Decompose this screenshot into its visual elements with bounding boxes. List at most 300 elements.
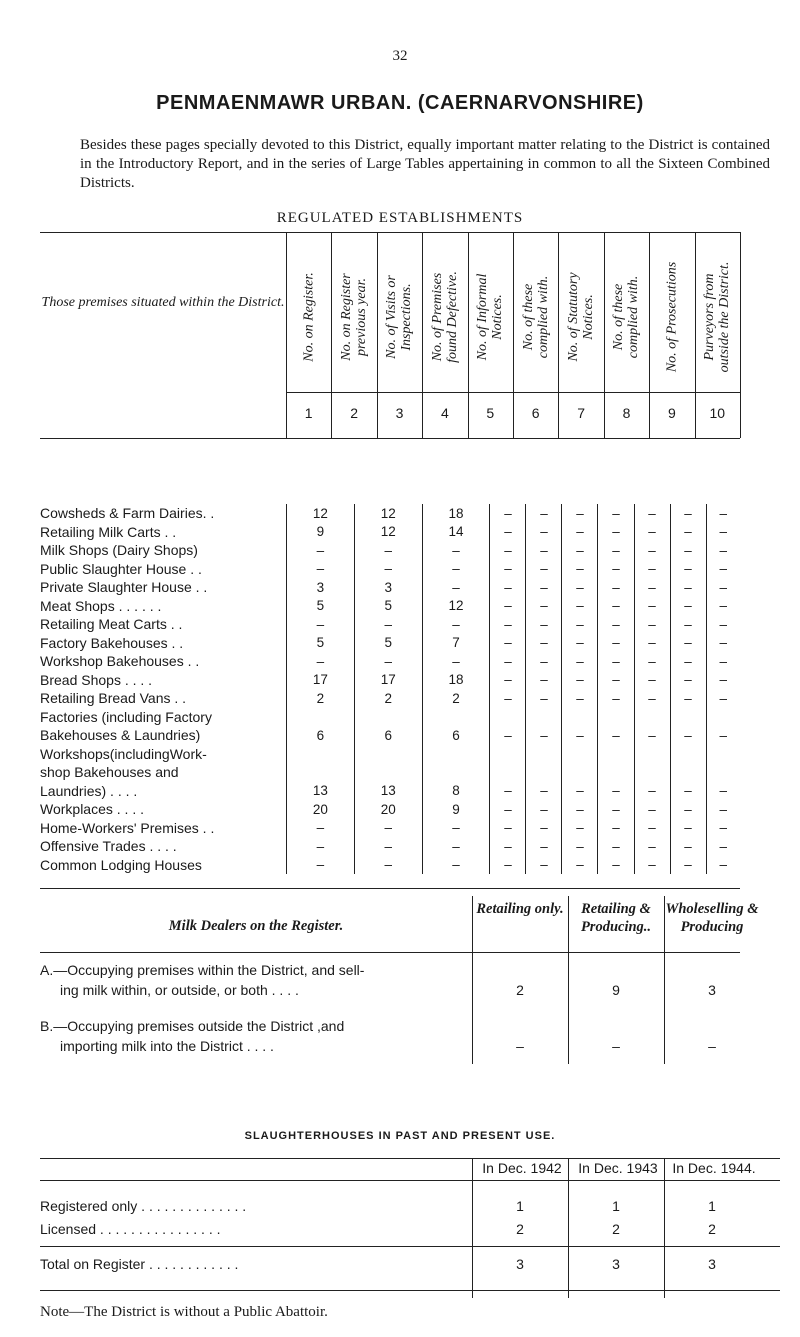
table-cell bbox=[287, 708, 355, 727]
table-cell: – bbox=[598, 782, 634, 801]
table-cell: 18 bbox=[422, 504, 490, 523]
slaughter-row-label: Licensed . . . . . . . . . . . . . . . . bbox=[40, 1221, 221, 1237]
column-header-label: No. of these complied with. bbox=[611, 275, 642, 359]
milk-header: Wholeselling & Producing bbox=[665, 901, 759, 935]
slaughter-total-cell: 3 bbox=[612, 1256, 620, 1272]
table-cell: – bbox=[706, 819, 740, 838]
table-cell: – bbox=[706, 523, 740, 542]
table-cell bbox=[562, 763, 598, 782]
table-cell: – bbox=[598, 689, 634, 708]
milk-title: Milk Dealers on the Register. bbox=[168, 918, 344, 934]
slaughter-total-cell: 3 bbox=[516, 1256, 524, 1272]
table-cell: 14 bbox=[422, 523, 490, 542]
slaughter-cell: 1 bbox=[516, 1198, 524, 1214]
table-cell: 12 bbox=[422, 597, 490, 616]
table-cell: – bbox=[287, 560, 355, 579]
table-cell: – bbox=[670, 652, 706, 671]
table-cell: – bbox=[490, 726, 526, 745]
table-cell bbox=[634, 745, 670, 764]
table-cell: – bbox=[562, 726, 598, 745]
table-cell: – bbox=[634, 800, 670, 819]
column-header-label: No. of these complied with. bbox=[520, 275, 551, 359]
table-cell: – bbox=[670, 523, 706, 542]
table-cell: – bbox=[526, 782, 562, 801]
table-cell: – bbox=[287, 615, 355, 634]
table-cell: – bbox=[422, 819, 490, 838]
table-cell bbox=[670, 745, 706, 764]
column-header-label: No. of Visits or Inspections. bbox=[384, 275, 415, 359]
table-cell: – bbox=[670, 504, 706, 523]
table-cell: – bbox=[354, 819, 422, 838]
table-cell: – bbox=[287, 541, 355, 560]
table-cell: – bbox=[634, 671, 670, 690]
table-cell: – bbox=[562, 652, 598, 671]
row-header: Those premises situated within the District. bbox=[41, 295, 285, 310]
table-cell: – bbox=[634, 726, 670, 745]
table-cell: – bbox=[634, 819, 670, 838]
row-label: Cowsheds & Farm Dairies. . bbox=[40, 505, 215, 522]
table-cell: – bbox=[706, 541, 740, 560]
table-cell: – bbox=[670, 837, 706, 856]
slaughter-row-label: Registered only . . . . . . . . . . . . . . bbox=[40, 1198, 247, 1214]
table-cell: – bbox=[287, 856, 355, 875]
table-cell: – bbox=[670, 615, 706, 634]
table-cell: – bbox=[354, 652, 422, 671]
table-cell: 20 bbox=[287, 800, 355, 819]
regulated-table bbox=[40, 504, 740, 874]
milk-cell: 3 bbox=[708, 982, 716, 998]
slaughter-total-cell: 3 bbox=[708, 1256, 716, 1272]
row-label: shop Bakehouses and bbox=[40, 764, 179, 781]
intro-paragraph: Besides these pages specially devoted to this District, equally important matter relating to the District is contained in the Introductory Report, and in the series of Large Tables appertaining in common to all the Sixteen Combined Districts. bbox=[80, 137, 770, 191]
column-number: 10 bbox=[709, 405, 726, 421]
table-cell: – bbox=[598, 504, 634, 523]
table-cell bbox=[354, 763, 422, 782]
column-number: 7 bbox=[577, 405, 585, 421]
table-cell: – bbox=[598, 726, 634, 745]
table-cell bbox=[490, 763, 526, 782]
row-label: Milk Shops (Dairy Shops) bbox=[40, 542, 198, 559]
column-header-label: No. of Informal Notices. bbox=[475, 273, 506, 361]
table-cell: – bbox=[598, 856, 634, 875]
note: Note—The District is without a Public Abattoir. bbox=[40, 1304, 328, 1320]
table-cell: – bbox=[422, 615, 490, 634]
table-cell: – bbox=[634, 560, 670, 579]
row-label: Factory Bakehouses . . bbox=[40, 634, 184, 651]
table-cell: – bbox=[490, 634, 526, 653]
table-cell: – bbox=[634, 652, 670, 671]
table-cell: – bbox=[562, 523, 598, 542]
milk-row-label: importing milk into the District . . . . bbox=[60, 1038, 274, 1054]
table-cell: – bbox=[526, 671, 562, 690]
column-header bbox=[422, 255, 467, 379]
table-cell: – bbox=[598, 634, 634, 653]
table-cell: 7 bbox=[422, 634, 490, 653]
table-cell: – bbox=[562, 634, 598, 653]
table-cell bbox=[422, 745, 490, 764]
table-cell: – bbox=[598, 819, 634, 838]
table-cell: – bbox=[598, 652, 634, 671]
row-label: Public Slaughter House . . bbox=[40, 560, 202, 577]
table-row bbox=[40, 541, 740, 560]
table-cell: – bbox=[670, 671, 706, 690]
table-cell: – bbox=[670, 689, 706, 708]
slaughter-bottom-rule bbox=[40, 1290, 780, 1291]
table-cell: – bbox=[598, 800, 634, 819]
table-cell: – bbox=[490, 800, 526, 819]
column-header bbox=[286, 255, 331, 379]
column-header bbox=[649, 255, 694, 379]
table-cell: 5 bbox=[287, 597, 355, 616]
table-cell: – bbox=[422, 837, 490, 856]
row-label: Meat Shops . . . . . . bbox=[40, 597, 162, 614]
table-cell bbox=[670, 708, 706, 727]
table-cell: – bbox=[490, 615, 526, 634]
table-cell bbox=[598, 745, 634, 764]
table-cell: 17 bbox=[354, 671, 422, 690]
table-cell: – bbox=[526, 523, 562, 542]
row-label: Workplaces . . . . bbox=[40, 801, 144, 818]
milk-cell: – bbox=[708, 1038, 716, 1054]
table-cell bbox=[526, 763, 562, 782]
table-cell: – bbox=[706, 782, 740, 801]
table-cell: 13 bbox=[354, 782, 422, 801]
table-cell: – bbox=[706, 504, 740, 523]
table-cell: – bbox=[422, 578, 490, 597]
column-header bbox=[695, 255, 740, 379]
table-row bbox=[40, 652, 740, 671]
table-cell: – bbox=[562, 578, 598, 597]
row-label: Bread Shops . . . . bbox=[40, 671, 153, 688]
table-cell bbox=[490, 745, 526, 764]
table-cell: – bbox=[490, 819, 526, 838]
table-bottom-rule bbox=[40, 888, 740, 889]
table-cell: – bbox=[706, 837, 740, 856]
table-cell: – bbox=[706, 726, 740, 745]
milk-row-label: A.—Occupying premises within the District, and sell- bbox=[40, 962, 365, 978]
header-mid-rule bbox=[286, 392, 740, 393]
table-cell: – bbox=[634, 634, 670, 653]
table-row bbox=[40, 578, 740, 597]
table-row bbox=[40, 819, 740, 838]
table-cell bbox=[287, 745, 355, 764]
column-header bbox=[468, 255, 513, 379]
table-cell: – bbox=[706, 800, 740, 819]
column-number: 8 bbox=[622, 405, 631, 421]
row-label: Common Lodging Houses bbox=[40, 856, 202, 873]
table-cell: – bbox=[287, 652, 355, 671]
page-number: 32 bbox=[392, 48, 408, 64]
table-cell: – bbox=[490, 560, 526, 579]
table-cell: – bbox=[526, 837, 562, 856]
table-cell: – bbox=[490, 597, 526, 616]
table-cell bbox=[706, 708, 740, 727]
column-header-label: No. on Register. bbox=[301, 272, 317, 362]
table-cell: – bbox=[354, 541, 422, 560]
table-cell bbox=[526, 708, 562, 727]
row-label: Retailing Meat Carts . . bbox=[40, 616, 183, 633]
slaughter-header-rule bbox=[40, 1180, 780, 1181]
table-cell bbox=[706, 745, 740, 764]
table-cell: – bbox=[526, 541, 562, 560]
table-cell: – bbox=[706, 652, 740, 671]
table-row bbox=[40, 837, 740, 856]
table-cell: 9 bbox=[422, 800, 490, 819]
column-number: 6 bbox=[531, 405, 540, 421]
milk-cell: 9 bbox=[612, 982, 620, 998]
table-row bbox=[40, 782, 740, 801]
table-cell: – bbox=[634, 523, 670, 542]
table-cell: – bbox=[670, 800, 706, 819]
table-cell: – bbox=[490, 652, 526, 671]
column-number: 9 bbox=[667, 405, 676, 421]
table-cell bbox=[562, 745, 598, 764]
table-row bbox=[40, 800, 740, 819]
header-top-rule bbox=[40, 232, 740, 233]
table-cell: – bbox=[670, 856, 706, 875]
table-cell: – bbox=[562, 782, 598, 801]
table-cell: – bbox=[670, 578, 706, 597]
row-label: Bakehouses & Laundries) bbox=[40, 727, 201, 744]
table-cell bbox=[354, 708, 422, 727]
table-cell: – bbox=[598, 560, 634, 579]
table-cell bbox=[422, 708, 490, 727]
table-cell: 20 bbox=[354, 800, 422, 819]
row-label: Factories (including Factory bbox=[40, 708, 212, 725]
table-cell: – bbox=[490, 523, 526, 542]
table-cell: – bbox=[490, 782, 526, 801]
table-cell: – bbox=[526, 689, 562, 708]
table-cell: 17 bbox=[287, 671, 355, 690]
table-cell: – bbox=[562, 837, 598, 856]
table-cell: 18 bbox=[422, 671, 490, 690]
header-bottom-rule bbox=[40, 438, 740, 439]
table-cell bbox=[670, 763, 706, 782]
column-header-label: Purveyors from outside the District. bbox=[702, 261, 733, 373]
table-cell: – bbox=[490, 504, 526, 523]
table-row bbox=[40, 615, 740, 634]
table-cell: – bbox=[670, 560, 706, 579]
table-cell: – bbox=[634, 837, 670, 856]
column-divider bbox=[740, 232, 741, 438]
table-cell: – bbox=[634, 689, 670, 708]
table-cell: – bbox=[598, 837, 634, 856]
table-cell: – bbox=[526, 652, 562, 671]
table-cell: – bbox=[562, 597, 598, 616]
row-label: Workshops(includingWork- bbox=[40, 745, 207, 762]
table-cell: – bbox=[598, 671, 634, 690]
table-cell: – bbox=[562, 615, 598, 634]
table-row bbox=[40, 597, 740, 616]
slaughter-header: In Dec. 1944. bbox=[672, 1160, 756, 1176]
table-cell: – bbox=[598, 578, 634, 597]
table-cell: – bbox=[634, 782, 670, 801]
slaughter-cell: 2 bbox=[612, 1221, 620, 1237]
table-cell bbox=[634, 708, 670, 727]
table-row bbox=[40, 856, 740, 875]
table-cell: – bbox=[526, 504, 562, 523]
table-cell: – bbox=[634, 597, 670, 616]
table-cell: – bbox=[490, 689, 526, 708]
table-cell: – bbox=[354, 560, 422, 579]
table-row bbox=[40, 763, 740, 782]
table-cell bbox=[287, 763, 355, 782]
table-cell: – bbox=[422, 541, 490, 560]
table-cell: – bbox=[706, 597, 740, 616]
milk-header: Retailing only. bbox=[476, 901, 564, 917]
table-row bbox=[40, 504, 740, 523]
table-cell: 12 bbox=[287, 504, 355, 523]
table-cell: – bbox=[526, 819, 562, 838]
row-label: Retailing Bread Vans . . bbox=[40, 690, 187, 707]
column-number: 4 bbox=[440, 405, 449, 421]
table-cell bbox=[526, 745, 562, 764]
row-label: Offensive Trades . . . . bbox=[40, 838, 177, 855]
table-row bbox=[40, 708, 740, 727]
table-cell: – bbox=[287, 819, 355, 838]
table-cell: – bbox=[562, 689, 598, 708]
table-cell: 13 bbox=[287, 782, 355, 801]
table-cell bbox=[706, 763, 740, 782]
table-cell: – bbox=[490, 541, 526, 560]
page-title: PENMAENMAWR URBAN. (CAERNARVONSHIRE) bbox=[156, 92, 644, 114]
table-cell: 12 bbox=[354, 523, 422, 542]
slaughter-cell: 1 bbox=[708, 1198, 716, 1214]
table-cell: – bbox=[526, 800, 562, 819]
table-cell: – bbox=[706, 671, 740, 690]
slaughterhouses-heading: SLAUGHTERHOUSES IN PAST AND PRESENT USE. bbox=[244, 1130, 556, 1142]
column-header bbox=[604, 255, 649, 379]
table-cell: 6 bbox=[287, 726, 355, 745]
slaughter-total-label: Total on Register . . . . . . . . . . . . bbox=[40, 1256, 239, 1272]
milk-cell: 2 bbox=[516, 982, 524, 998]
milk-cell: – bbox=[612, 1038, 620, 1054]
table-cell: – bbox=[706, 578, 740, 597]
row-label: Home-Workers' Premises . . bbox=[40, 819, 215, 836]
table-cell: – bbox=[706, 689, 740, 708]
table-cell: 2 bbox=[354, 689, 422, 708]
table-cell bbox=[598, 708, 634, 727]
table-cell: 6 bbox=[422, 726, 490, 745]
table-cell bbox=[354, 745, 422, 764]
slaughter-header: In Dec. 1942 bbox=[482, 1160, 562, 1176]
table-cell bbox=[598, 763, 634, 782]
column-number: 2 bbox=[350, 405, 358, 421]
column-header bbox=[513, 255, 558, 379]
table-cell: – bbox=[562, 800, 598, 819]
table-cell: – bbox=[562, 560, 598, 579]
table-cell: – bbox=[287, 837, 355, 856]
table-cell: – bbox=[562, 504, 598, 523]
table-cell: – bbox=[354, 837, 422, 856]
slaughter-header: In Dec. 1943 bbox=[578, 1160, 658, 1176]
column-header-label: No. of Premises found Defective. bbox=[429, 271, 460, 363]
milk-cell: – bbox=[516, 1038, 524, 1054]
table-cell bbox=[422, 763, 490, 782]
table-cell: – bbox=[422, 856, 490, 875]
table-cell: – bbox=[634, 504, 670, 523]
table-cell: – bbox=[526, 856, 562, 875]
table-cell: – bbox=[526, 726, 562, 745]
column-header-label: No. of Statutory Notices. bbox=[566, 272, 597, 362]
table-row bbox=[40, 726, 740, 745]
slaughter-top-rule bbox=[40, 1158, 780, 1159]
table-cell: 2 bbox=[287, 689, 355, 708]
slaughter-cell: 1 bbox=[612, 1198, 620, 1214]
milk-row-label: ing milk within, or outside, or both . . . . bbox=[60, 982, 299, 998]
regulated-heading: REGULATED ESTABLISHMENTS bbox=[276, 210, 524, 226]
table-row bbox=[40, 634, 740, 653]
table-cell: – bbox=[634, 615, 670, 634]
table-cell: – bbox=[354, 856, 422, 875]
slaughter-cell: 2 bbox=[516, 1221, 524, 1237]
table-cell: – bbox=[562, 541, 598, 560]
column-number: 1 bbox=[304, 405, 313, 421]
milk-header: Retailing & Producing.. bbox=[580, 901, 652, 935]
row-label: Private Slaughter House . . bbox=[40, 579, 208, 596]
table-cell: – bbox=[598, 541, 634, 560]
table-cell: – bbox=[598, 523, 634, 542]
row-label: Retailing Milk Carts . . bbox=[40, 523, 177, 540]
table-cell: – bbox=[562, 856, 598, 875]
table-cell: 6 bbox=[354, 726, 422, 745]
table-cell: – bbox=[670, 819, 706, 838]
table-cell: – bbox=[354, 615, 422, 634]
table-cell: – bbox=[634, 578, 670, 597]
table-cell bbox=[490, 708, 526, 727]
table-cell: 5 bbox=[354, 634, 422, 653]
milk-header-rule bbox=[40, 952, 740, 953]
row-label: Laundries) . . . . bbox=[40, 782, 138, 799]
table-cell: – bbox=[670, 634, 706, 653]
slaughter-cell: 2 bbox=[708, 1221, 716, 1237]
table-cell: – bbox=[526, 615, 562, 634]
table-cell: – bbox=[670, 782, 706, 801]
table-row bbox=[40, 671, 740, 690]
table-cell bbox=[634, 763, 670, 782]
table-cell: 3 bbox=[287, 578, 355, 597]
table-cell: 12 bbox=[354, 504, 422, 523]
table-cell: – bbox=[490, 837, 526, 856]
table-cell: 8 bbox=[422, 782, 490, 801]
table-row bbox=[40, 523, 740, 542]
table-cell: – bbox=[670, 726, 706, 745]
table-cell: – bbox=[706, 856, 740, 875]
column-header-label: No. of Prosecutions bbox=[664, 261, 680, 373]
table-cell: – bbox=[634, 541, 670, 560]
table-cell: – bbox=[670, 541, 706, 560]
table-cell: 3 bbox=[354, 578, 422, 597]
table-cell: – bbox=[598, 597, 634, 616]
table-cell: – bbox=[422, 560, 490, 579]
table-row bbox=[40, 689, 740, 708]
table-row bbox=[40, 745, 740, 764]
column-number: 5 bbox=[486, 405, 495, 421]
table-cell: – bbox=[490, 671, 526, 690]
table-cell: – bbox=[526, 560, 562, 579]
table-cell: 5 bbox=[287, 634, 355, 653]
column-header-label: No. on Register previous year. bbox=[339, 273, 370, 361]
table-cell: – bbox=[562, 671, 598, 690]
table-cell: – bbox=[670, 597, 706, 616]
row-label: Workshop Bakehouses . . bbox=[40, 653, 200, 670]
table-cell: – bbox=[526, 578, 562, 597]
table-cell: – bbox=[706, 615, 740, 634]
table-cell: – bbox=[526, 597, 562, 616]
table-cell: 2 bbox=[422, 689, 490, 708]
table-cell bbox=[562, 708, 598, 727]
table-cell: – bbox=[490, 578, 526, 597]
